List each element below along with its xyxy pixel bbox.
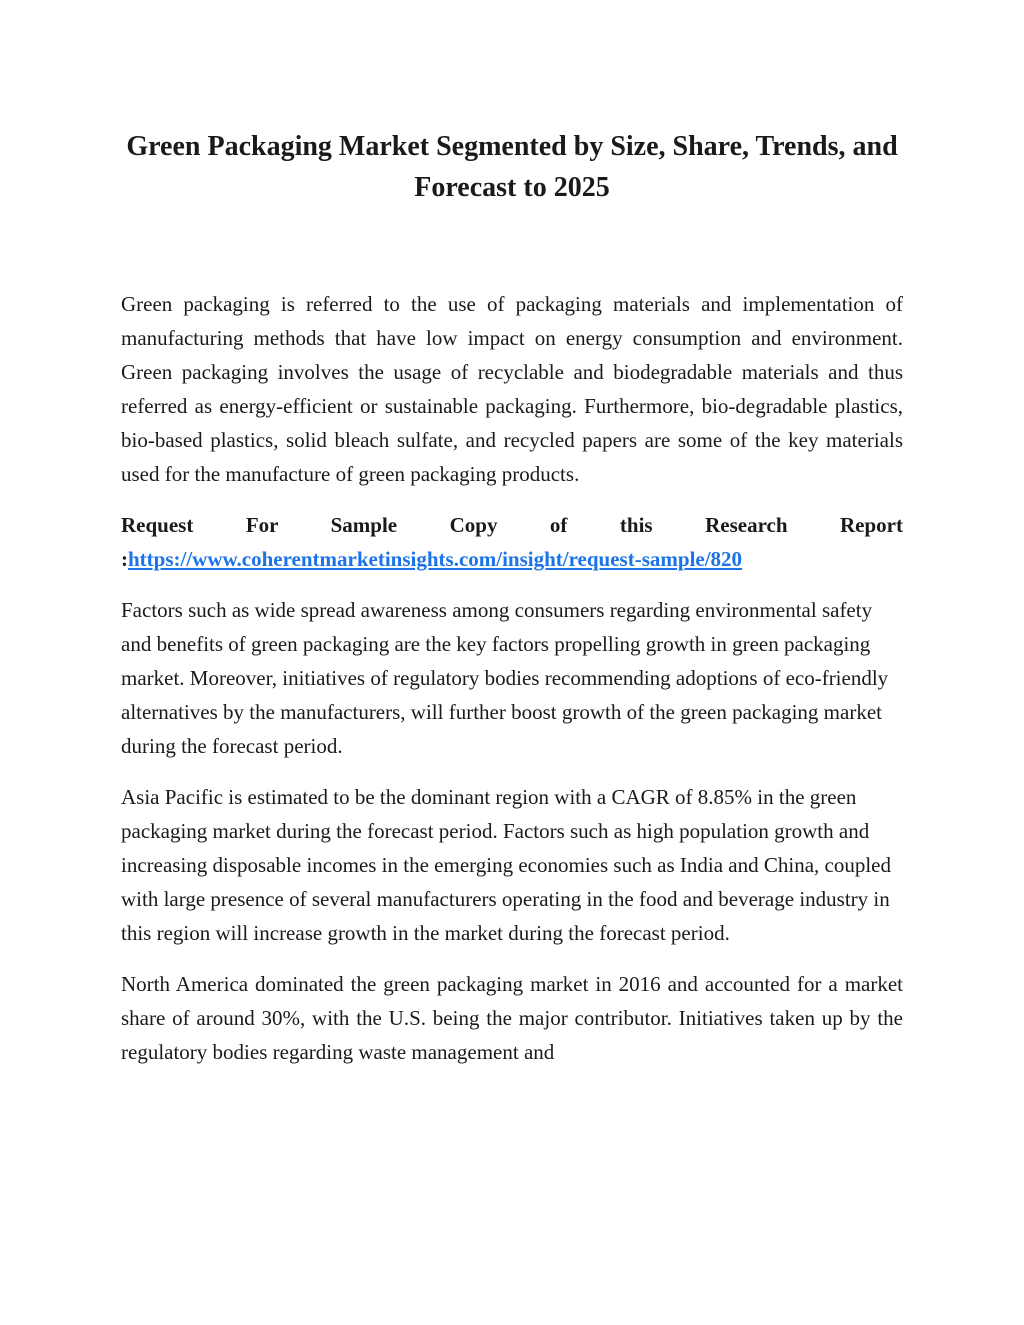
north-america-paragraph: North America dominated the green packaging market in 2016 and accounted for a market share of around 30%, with the U.S. being the major contributor. Initiatives taken up by the regulatory bodies regarding waste management and [121,972,903,1064]
sample-request-link-line [121,542,903,576]
document-page [121,126,903,1069]
factors-paragraph: Factors such as wide spread awareness among consumers regarding environmental safety and benefits of green packaging are the key factors propelling growth in green packaging market. Moreover, initiatives of regulatory bodies recommending adoptions of eco-friendly alternatives by the manufacturers, will further boost growth of the green packaging market during the forecast period. [121,598,889,758]
document-title: Green Packaging Market Segmented by Size, Share, Trends, and Forecast to 2025 [126,131,898,203]
sample-request-label: Request For Sample Copy of this Research Report [121,513,903,537]
sample-request-link[interactable]: https://www.coherentmarketinsights.com/insight/request-sample/820 [128,547,743,571]
link-separator: : [121,547,128,571]
sample-request-block [121,508,903,576]
intro-paragraph: Green packaging is referred to the use of packaging materials and implementation of manufacturing methods that have low impact on energy consumption and environment. Green packaging involves the usage of recyclable and biodegradable materials and thus referred as energy-efficient or sustainable packaging. Furthermore, bio-degradable plastics, bio-based plastics, solid bleach sulfate, and recycled papers are some of the key materials used for the manufacture of green packaging products. [121,292,903,486]
asia-pacific-paragraph: Asia Pacific is estimated to be the dominant region with a CAGR of 8.85% in the green packaging market during the forecast period. Factors such as high population growth and increasing disposable incomes in the emerging economies such as India and China, coupled with large presence of several manufacturers operating in the food and beverage industry in this region will increase growth in the market during the forecast period. [121,785,891,945]
